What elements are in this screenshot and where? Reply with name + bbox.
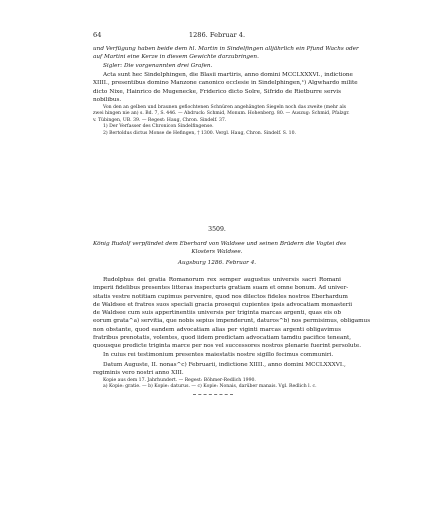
body-line: de Waldsee et fratres suos speciali gracia prosequi cupientes ipsis advocatiam monasterii [93, 301, 353, 308]
body-line: Rudolphus dei gratia Romanorum rex semper augustus universis sacri Romani [103, 277, 341, 283]
regest-line: Klosters Waldsee. [191, 249, 243, 256]
note-line: Von den an gelben und braunen geflochtenen Schnüren angehängten Siegeln noch das zweite (mehr als [103, 105, 347, 110]
running-header [93, 31, 341, 40]
sigler-note: Sigler: Die vorgenannten drei Grafen. [103, 63, 213, 69]
document-body [93, 276, 371, 359]
note-line: a) Kopie: gratie. — b) Kopie: daturus. — c) Kopie: Nonais, darüber manais. Vgl. Redlich l. c. [103, 384, 317, 390]
body-line: eorum grata^a) servitia, que nobis sepius impenderunt, daturos^b) nos permisimus, obligamus [93, 318, 371, 325]
body-line: non obstante, quod eandem advocatiam alias per viginti marcas argenti obligavimus [93, 326, 341, 333]
body-line: quousque predicte triginta marce per nos vel successores nostros plenarie fuerint persolute. [93, 343, 362, 350]
end-separator [193, 394, 233, 395]
previous-doc-text [93, 71, 358, 104]
footnote-1: 1) Der Verfasser des Chronicon Sindelfingense. [103, 124, 214, 130]
running-title: 1286. Februar 4. [188, 31, 246, 39]
note-line: zwei hingen nie an) s. Bd. 7, S. 446. — Abdruck: Schmid, Monum. Hohenberg. 80. — Auszug: Schmid, Pfalzgr. [93, 111, 350, 117]
document-datum [93, 361, 346, 378]
footnote-2: 2) Bertoldus dictus Monse de Hefingen, † 1300. Vergl. Haug, Chron. Sindelf. S. 10. [103, 130, 296, 136]
text-line: dicto Nixe, Hainrico de Mugenecke, Friderico dicto Solre, Sifrido de Rietburre servis [93, 88, 341, 95]
body-line: In cuius rei testimonium presentes maiestatis nostre sigillo fecimus communiri. [103, 351, 334, 358]
document-number: 3509. [208, 226, 226, 233]
body-line: fratribus prenotatis, volentes, quod iidem predictam advocatiam tamdiu pacifice teneant, [93, 335, 352, 342]
previous-doc-notes [93, 105, 350, 137]
note-line: Kopie aus dem 17. Jahrhundert. — Regest: Böhmer-Redlich 1990. [103, 378, 256, 383]
datum-line: regiminis vero nostri anno XIII. [93, 370, 184, 377]
regest-line: König Rudolf verpfändet dem Eberhard von Waldsee und seinen Brüdern die Vogtei des [93, 241, 347, 247]
body-line: imperii fidelibus presentes litteras inspecturis gratiam suam et omne bonum. Ad univer- [93, 285, 349, 292]
document-date: Augsburg 1286. Februar 4. [177, 260, 257, 266]
previous-doc-german-summary [93, 45, 359, 62]
document-notes [93, 378, 341, 391]
text-line: nobilibus. [93, 96, 122, 103]
body-line: de Waldsee cum suis appertinentiis universis per triginta marcas argenti, quas eis ob [93, 310, 341, 317]
body-line: sitatis vestre notitiam cupimus pervenire, quod nos dilectos fideles nostros Eberhardum [93, 293, 348, 300]
text-line: Acta sunt hec Sindelphingen, die Blasii martiris, anno domini MCCLXXXVI., indictione [103, 72, 353, 78]
document-regest [93, 240, 347, 257]
datum-line: Datum Auguste, II. nonas^c) Februarii, indictione XIIII., anno domini MCCLXXXVI., [103, 362, 346, 368]
summary-line: und Verfügung haben beide dem hl. Martin in Sindelfingen alljährlich ein Pfund Wachs oder [93, 46, 359, 52]
page-number: 64 [93, 31, 102, 39]
summary-line: auf Martini eine Kerze in diesem Gewichte darzubringen. [93, 54, 259, 61]
note-line: v. Tübingen, UB. 39. — Regest: Haug, Chron. Sindelf. 37. [93, 117, 227, 123]
text-line: XIIII., presentibus domino Manzone canonico ecclesie in Sindelphingen,¹) Algwhardo milite [93, 80, 358, 87]
